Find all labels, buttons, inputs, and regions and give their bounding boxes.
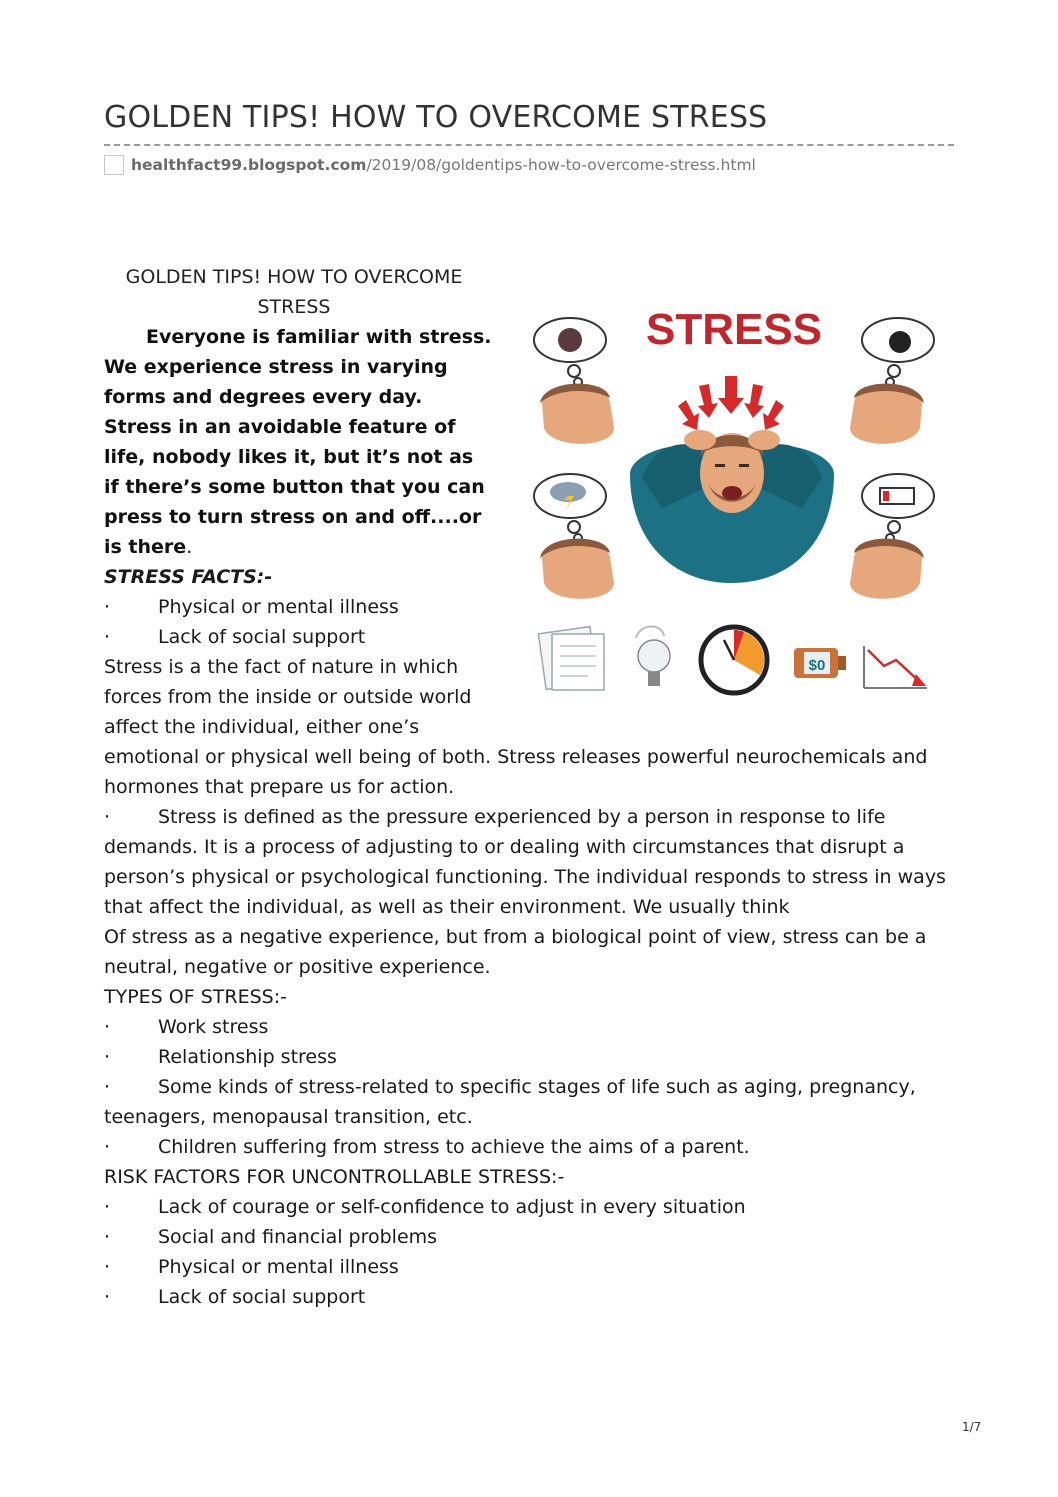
list-item-text: Physical or mental illness <box>158 596 399 618</box>
bullet: · <box>104 1046 111 1068</box>
stress-definition-paragraph: Stress is a the fact of nature in which forces from the inside or outside world affect the individual, either one’s <box>104 656 472 738</box>
wallet-label: $0 <box>808 657 826 674</box>
intro-tail: . <box>186 536 193 558</box>
url-path: /2019/08/goldentips-how-to-overcome-stress.html <box>366 156 756 174</box>
bullet: · <box>104 596 111 618</box>
list-item-text: Physical or mental illness <box>158 1256 399 1278</box>
intro-paragraph <box>104 322 494 562</box>
clock-icon <box>701 627 767 693</box>
source-link[interactable] <box>104 153 756 177</box>
list-item-text: Lack of social support <box>158 1286 366 1308</box>
risk-factors-heading: RISK FACTORS FOR UNCONTROLLABLE STRESS:- <box>104 1166 565 1188</box>
list-item-text: Lack of courage or self-confidence to adjust in every situation <box>158 1196 746 1218</box>
pressure-paragraph <box>104 802 954 922</box>
list-item <box>104 1132 954 1162</box>
bullet: · <box>104 1286 111 1308</box>
list-item <box>104 1072 954 1102</box>
list-item-text: Relationship stress <box>158 1046 337 1068</box>
bullet: · <box>104 1016 111 1038</box>
list-item <box>104 592 504 622</box>
page-title: GOLDEN TIPS! HOW TO OVERCOME STRESS <box>104 100 768 135</box>
documents-icon <box>538 627 604 690</box>
types-list <box>104 1012 954 1162</box>
list-item-continuation: teenagers, menopausal transition, etc. <box>104 1106 473 1128</box>
paragraph: emotional or physical well being of both. Stress releases powerful neurochemicals and hormones that prepare us for action. <box>104 746 928 798</box>
biological-paragraph: Of stress as a negative experience, but from a biological point of view, stress can be a neutral, negative or positive experience. <box>104 926 927 978</box>
favicon-icon <box>104 155 124 175</box>
list-item-text: Social and financial problems <box>158 1226 438 1248</box>
stress-facts-heading: STRESS FACTS:- <box>104 566 273 588</box>
list-item-text: Children suffering from stress to achieve the aims of a parent. <box>158 1136 750 1158</box>
list-item <box>104 1012 954 1042</box>
list-item <box>104 622 504 652</box>
list-item-text: Work stress <box>158 1016 269 1038</box>
bullet: · <box>104 626 111 648</box>
list-item <box>104 1282 954 1312</box>
list-item <box>104 1042 954 1072</box>
bullet: · <box>104 1196 111 1218</box>
stress-label: STRESS <box>645 305 823 354</box>
article-title: GOLDEN TIPS! HOW TO OVERCOME STRESS <box>125 266 463 318</box>
title-divider <box>104 144 954 146</box>
bullet: · <box>104 1226 111 1248</box>
list-item-text: Some kinds of stress-related to specific stages of life such as aging, pregnancy, <box>158 1076 916 1098</box>
bullet: · <box>104 1256 111 1278</box>
stress-illustration <box>512 278 952 714</box>
bullet: · <box>104 1076 111 1098</box>
page-number: 1/7 <box>962 1420 982 1434</box>
intro-text: Everyone is familiar with stress. We experience stress in varying forms and degrees every day. Stress in an avoidable feature of life, nobody likes it, but it’s not as if there’s some button that you can press to turn stress on and off....or is there <box>104 326 492 558</box>
list-item <box>104 1192 954 1222</box>
bullet: · <box>104 1136 111 1158</box>
bullet: · <box>104 806 111 828</box>
url-domain: healthfact99.blogspot.com <box>131 156 367 174</box>
paragraph-text: Stress is defined as the pressure experienced by a person in response to life demands. It is a process of adjusting to or dealing with circumstances that disrupt a person’s physical or psychological functioning. The individual responds to stress in ways that affect the individual, as well as their environment. We usually think <box>104 806 946 918</box>
risk-factors-list <box>104 1192 954 1312</box>
source-url[interactable] <box>131 156 756 174</box>
list-item-text: Lack of social support <box>158 626 366 648</box>
list-item <box>104 1222 954 1252</box>
list-item <box>104 1252 954 1282</box>
types-heading: TYPES OF STRESS:- <box>104 986 287 1008</box>
facts-list <box>104 592 504 652</box>
article-body <box>104 742 954 802</box>
